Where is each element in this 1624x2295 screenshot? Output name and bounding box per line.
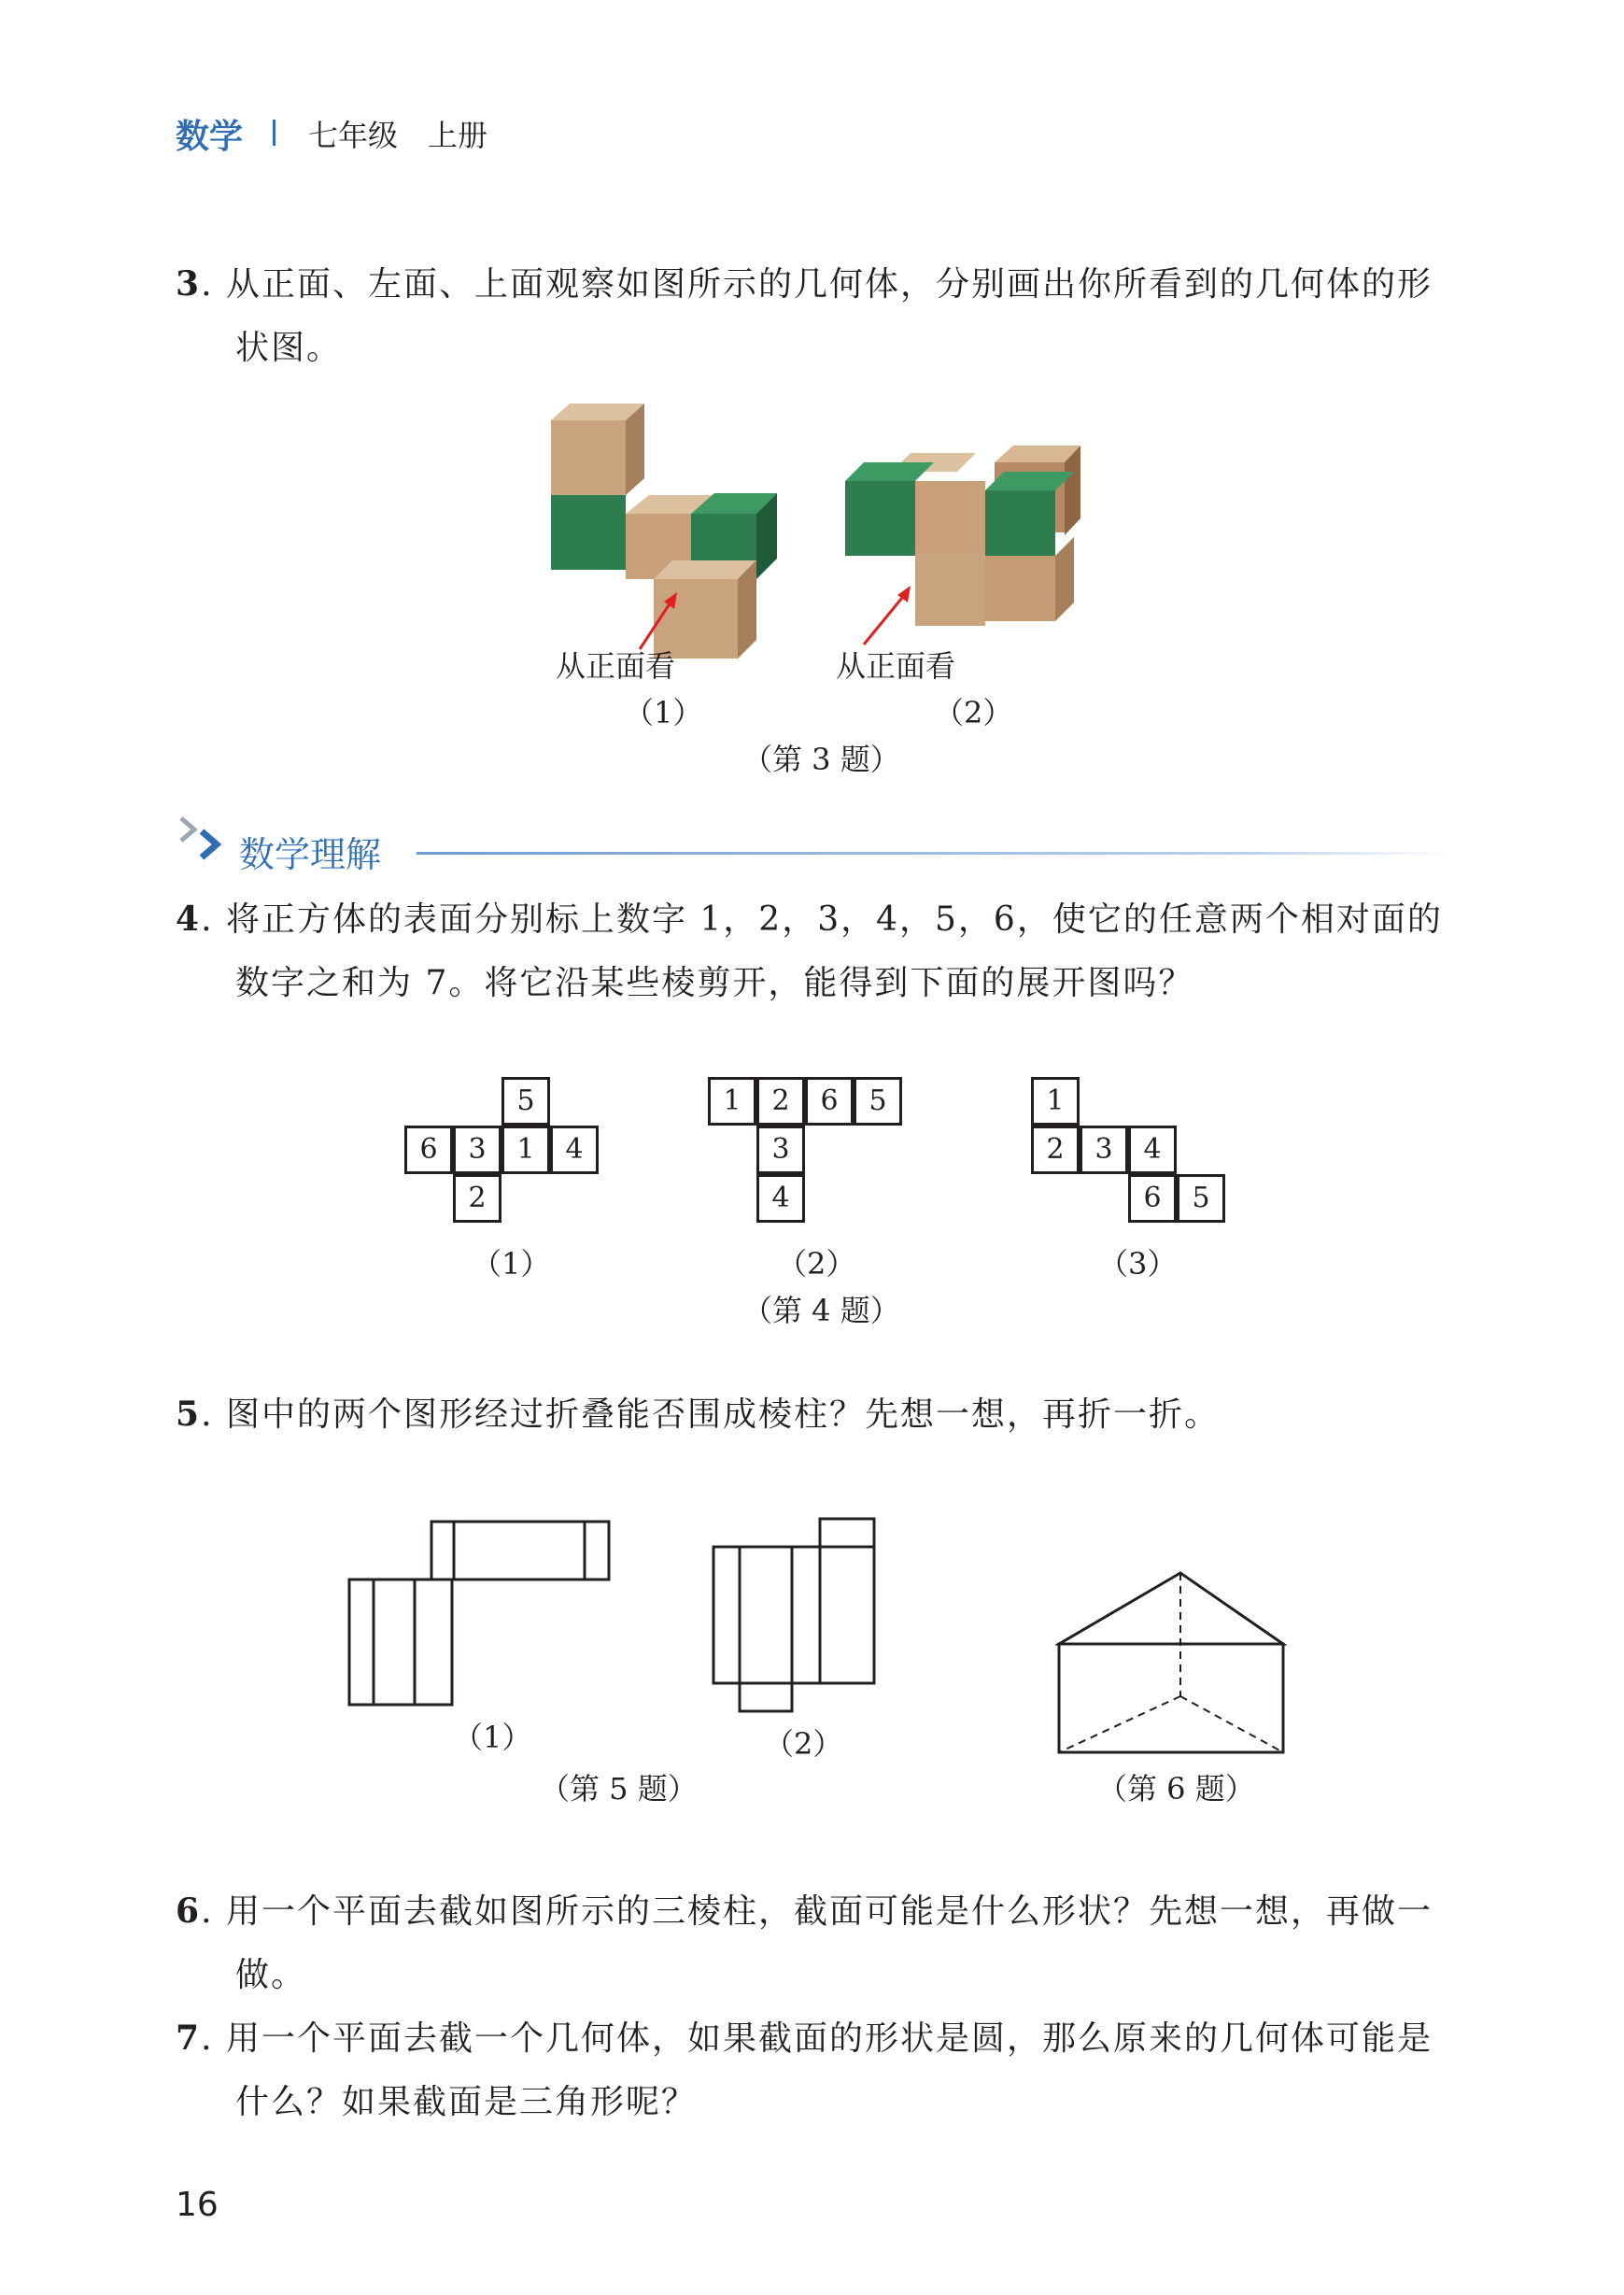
net-cell: 4 bbox=[550, 1126, 599, 1174]
question-number: 5 bbox=[176, 1395, 202, 1434]
question-text: 用一个平面去截一个几何体，如果截面的形状是圆，那么原来的几何体可能是什么？如果截面是三角形呢？ bbox=[225, 2019, 1433, 2121]
prism-net-1 bbox=[346, 1518, 616, 1714]
figure-caption: （第 3 题） bbox=[742, 742, 900, 777]
question-3: 3. 从正面、左面、上面观察如图所示的几何体，分别画出你所看到的几何体的形状图。 bbox=[176, 264, 1433, 367]
net-cell: 4 bbox=[1128, 1126, 1177, 1174]
question-text: 将正方体的表面分别标上数字 1，2，3，4，5，6，使它的任意两个相对面的数字之和为 7。将它沿某些棱剪开，能得到下面的展开图吗？ bbox=[225, 900, 1443, 1002]
figure-label: （1） bbox=[624, 695, 703, 730]
figure-label: （2） bbox=[777, 1246, 856, 1282]
cube-assembly-1 bbox=[532, 392, 812, 663]
question-number: 3 bbox=[176, 264, 202, 304]
figure-caption: （第 4 题） bbox=[742, 1293, 900, 1328]
section-title: 数学理解 bbox=[239, 834, 382, 875]
net-cell: 1 bbox=[501, 1126, 550, 1174]
net-cell: 5 bbox=[854, 1077, 902, 1126]
view-label: 从正面看 bbox=[836, 648, 956, 684]
triangular-prism bbox=[1055, 1569, 1289, 1756]
net-cell: 5 bbox=[1177, 1174, 1225, 1223]
figure-label: （1） bbox=[472, 1246, 551, 1282]
prism-net-2 bbox=[710, 1515, 878, 1716]
question-number: 7 bbox=[176, 2019, 202, 2058]
figure-caption: （第 5 题） bbox=[540, 1771, 698, 1806]
header-separator bbox=[273, 120, 275, 146]
question-6: 6. 用一个平面去截如图所示的三棱柱，截面可能是什么形状？先想一想，再做一做。 bbox=[176, 1891, 1433, 1994]
question-text: 图中的两个图形经过折叠能否围成棱柱？先想一想，再折一折。 bbox=[225, 1395, 1220, 1434]
question-text: 用一个平面去截如图所示的三棱柱，截面可能是什么形状？先想一想，再做一做。 bbox=[225, 1892, 1433, 1994]
net-cell: 2 bbox=[1031, 1126, 1080, 1174]
net-cell: 2 bbox=[756, 1077, 805, 1126]
section-divider bbox=[417, 852, 1453, 855]
figure-label: （3） bbox=[1098, 1246, 1178, 1282]
net-cell: 3 bbox=[453, 1126, 501, 1174]
question-number: 4 bbox=[176, 900, 202, 939]
header-book-title: 七年级 上册 bbox=[308, 118, 488, 153]
figure-caption: （第 6 题） bbox=[1097, 1771, 1255, 1806]
question-text: 从正面、左面、上面观察如图所示的几何体，分别画出你所看到的几何体的形状图。 bbox=[225, 265, 1433, 367]
net-cell: 3 bbox=[756, 1126, 805, 1174]
net-cell: 3 bbox=[1080, 1126, 1128, 1174]
question-7: 7. 用一个平面去截一个几何体，如果截面的形状是圆，那么原来的几何体可能是什么？如果截面是三角形呢？ bbox=[176, 2019, 1433, 2121]
view-label: 从正面看 bbox=[556, 648, 676, 684]
net-cell: 1 bbox=[708, 1077, 756, 1126]
net-cell: 6 bbox=[805, 1077, 854, 1126]
header-subject: 数学 bbox=[176, 118, 244, 156]
net-cell: 6 bbox=[404, 1126, 453, 1174]
net-cell: 4 bbox=[756, 1174, 805, 1223]
net-cell: 6 bbox=[1128, 1174, 1177, 1223]
question-5: 5. 图中的两个图形经过折叠能否围成棱柱？先想一想，再折一折。 bbox=[176, 1395, 1220, 1434]
figure-label: （1） bbox=[453, 1720, 532, 1755]
net-cell: 5 bbox=[501, 1077, 550, 1126]
question-4: 4. 将正方体的表面分别标上数字 1，2，3，4，5，6，使它的任意两个相对面的数字之和为 7。将它沿某些棱剪开，能得到下面的展开图吗？ bbox=[176, 900, 1443, 1002]
figure-label: （2） bbox=[934, 695, 1013, 730]
cube-assembly-2 bbox=[836, 425, 1116, 654]
chevron-right-icon bbox=[176, 813, 235, 865]
page-number: 16 bbox=[176, 2186, 219, 2224]
question-number: 6 bbox=[176, 1891, 202, 1931]
net-cell: 1 bbox=[1031, 1077, 1080, 1126]
net-cell: 2 bbox=[453, 1174, 501, 1223]
figure-label: （2） bbox=[764, 1726, 843, 1762]
